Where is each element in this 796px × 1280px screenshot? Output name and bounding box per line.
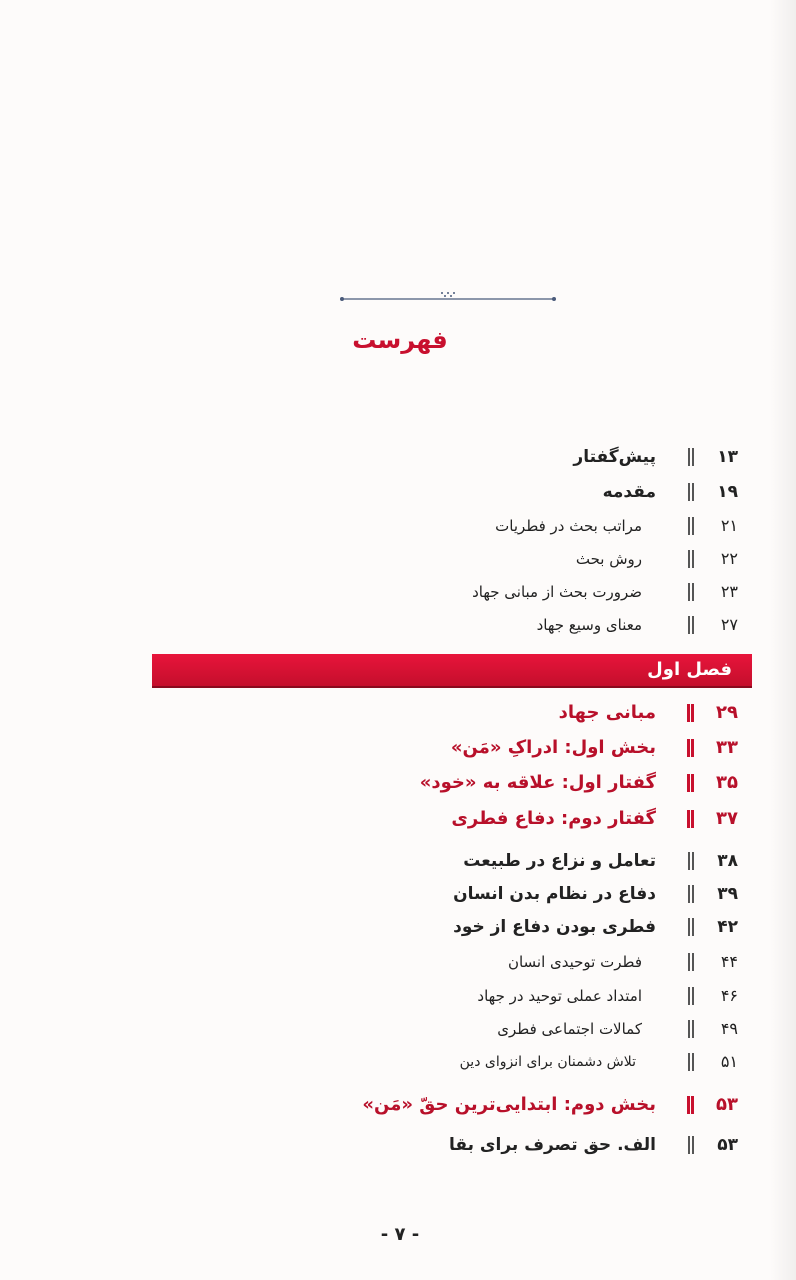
double-bar-icon [688, 616, 694, 634]
entry-title: امتداد عملی توحید در جهاد [477, 987, 642, 1005]
chapter-heading-bar [152, 654, 752, 686]
double-bar-icon [688, 852, 694, 870]
toc-entry[interactable] [100, 1047, 740, 1077]
toc-entry[interactable] [100, 804, 740, 834]
page-number-cell: ۵۱ [720, 1052, 738, 1071]
double-bar-icon [688, 1096, 694, 1114]
entry-title: فطری بودن دفاع از خود [453, 917, 656, 937]
page-number-cell: ۴۹ [720, 1019, 738, 1038]
entry-title: روش بحث [575, 550, 642, 568]
page-number-cell: ۴۴ [720, 952, 738, 971]
toc-entry[interactable] [100, 912, 740, 942]
double-bar-icon [688, 918, 694, 936]
page-number-cell: ۲۹ [716, 702, 738, 723]
toc-entry[interactable] [100, 698, 740, 728]
page-number-cell: ۴۲ [717, 917, 738, 937]
entry-title: معنای وسیع جهاد [536, 616, 642, 634]
double-bar-icon [688, 1020, 694, 1038]
chapter-label: فصل اول [647, 659, 732, 680]
entry-title: گفتار اول: علاقه به «خود» [419, 772, 656, 793]
double-bar-icon [688, 1136, 694, 1154]
double-bar-icon [688, 953, 694, 971]
double-bar-icon [688, 739, 694, 757]
double-bar-icon [688, 1053, 694, 1071]
toc-entry[interactable] [100, 610, 740, 640]
double-bar-icon [688, 987, 694, 1005]
toc-entry[interactable] [100, 981, 740, 1011]
page-number-cell: ۳۹ [717, 884, 738, 904]
toc-entry[interactable] [100, 477, 740, 507]
entry-title: پیش‌گفتار [573, 447, 656, 467]
page-number-cell: ۵۳ [717, 1135, 738, 1155]
entry-title: مراتب بحث در فطریات [495, 517, 642, 535]
entry-title: تعامل و نزاع در طبیعت [463, 851, 656, 871]
entry-title: بخش اول: ادراکِ «مَن» [450, 737, 656, 758]
double-bar-icon [688, 550, 694, 568]
toc-entry[interactable] [100, 1090, 740, 1120]
double-bar-icon [688, 885, 694, 903]
entry-title: تلاش دشمنان برای انزوای دین [459, 1054, 636, 1070]
page-number-cell: ۱۳ [717, 447, 738, 467]
entry-title: ضرورت بحث از مبانی جهاد [472, 583, 642, 601]
entry-title: فطرت توحیدی انسان [507, 953, 642, 971]
page-number-cell: ۳۵ [716, 772, 738, 793]
toc-entry[interactable] [100, 544, 740, 574]
double-bar-icon [688, 448, 694, 466]
toc-entry[interactable] [100, 733, 740, 763]
toc-entry[interactable] [100, 846, 740, 876]
page-number-cell: ۴۶ [720, 986, 738, 1005]
page-title: فهرست [352, 326, 448, 354]
entry-title: کمالات اجتماعی فطری [497, 1020, 642, 1038]
entry-title: مقدمه [602, 482, 656, 502]
double-bar-icon [688, 810, 694, 828]
ornament-divider [338, 288, 558, 308]
double-bar-icon [688, 704, 694, 722]
page-number-cell: ۲۱ [720, 516, 738, 535]
double-bar-icon [688, 583, 694, 601]
page-number-cell: ۱۹ [717, 482, 738, 502]
page-number-cell: ۲۲ [720, 549, 738, 568]
toc-entry[interactable] [100, 577, 740, 607]
page-number: - ۷ - [380, 1224, 420, 1245]
entry-title: گفتار دوم: دفاع فطری [451, 808, 656, 829]
toc-entry[interactable] [100, 1014, 740, 1044]
toc-entry[interactable] [100, 1130, 740, 1160]
page-number-cell: ۳۷ [716, 808, 738, 829]
toc-entry[interactable] [100, 947, 740, 977]
double-bar-icon [688, 774, 694, 792]
toc-entry[interactable] [100, 768, 740, 798]
page-number-cell: ۳۸ [717, 851, 738, 871]
entry-title: دفاع در نظام بدن انسان [453, 884, 656, 904]
page-number-cell: ۲۷ [720, 615, 738, 634]
double-bar-icon [688, 483, 694, 501]
entry-title: الف. حق تصرف برای بقا [449, 1135, 656, 1155]
toc-entry[interactable] [100, 442, 740, 472]
page-number-cell: ۳۳ [716, 737, 738, 758]
page-number-cell: ۲۳ [720, 582, 738, 601]
page-edge-shadow [770, 0, 796, 1280]
entry-title: مبانی جهاد [558, 702, 656, 723]
entry-title: بخش دوم: ابتدایی‌ترین حقّ «مَن» [362, 1094, 656, 1115]
toc-entry[interactable] [100, 879, 740, 909]
double-bar-icon [688, 517, 694, 535]
toc-entry[interactable] [100, 511, 740, 541]
page-number-cell: ۵۳ [716, 1094, 738, 1115]
